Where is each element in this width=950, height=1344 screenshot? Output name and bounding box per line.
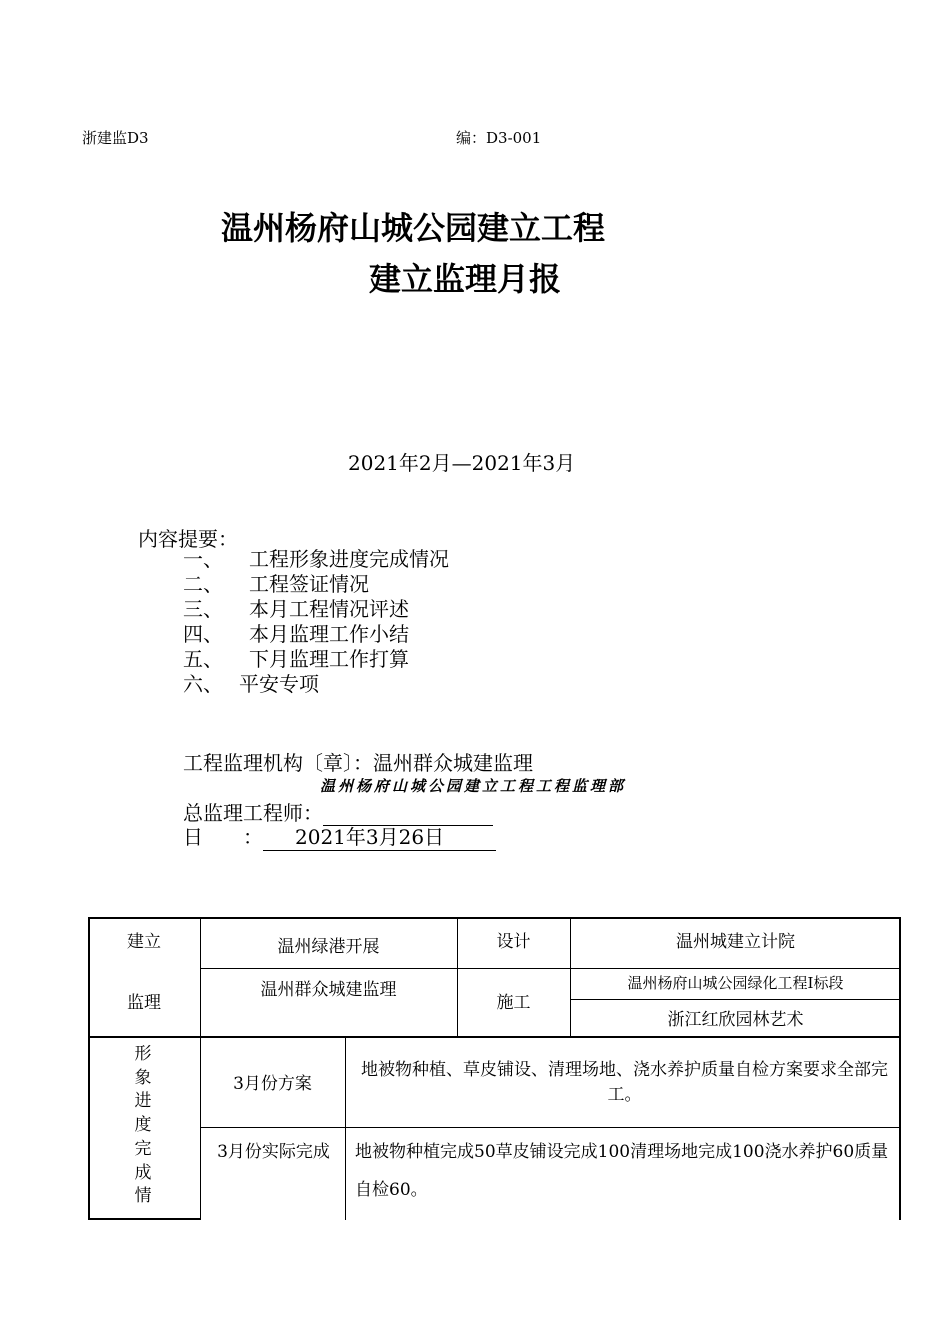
page-title: 温州杨府山城公园建立工程 (221, 209, 606, 247)
chief-engineer-label: 总监理工程师： (183, 801, 323, 825)
build-label: 施工 (496, 993, 531, 1013)
date-value: 2021年3月26日 (263, 821, 496, 851)
contents-item-text: 本月工程情况评述 (249, 597, 409, 621)
contents-item-text: 下月监理工作打算 (249, 647, 409, 671)
contents-item-number: 四、 (183, 622, 223, 646)
actual-text: 地被物种植完成50草皮铺设完成100清理场地完成100浇水养护60质量自检60。 (355, 1142, 889, 1200)
page-subtitle: 建立监理月报 (369, 260, 562, 298)
department-name: 温州杨府山城公园建立工程工程监理部 (320, 777, 627, 795)
contents-item-number: 三、 (183, 597, 223, 621)
contents-item-number: 六、 (183, 672, 223, 696)
contents-item-text: 平安专项 (239, 672, 319, 696)
contents-item-number: 一、 (183, 547, 223, 571)
contents-item-number: 五、 (183, 647, 223, 671)
agency-name: 温州群众城建监理 (373, 751, 533, 775)
contents-item-text: 工程签证情况 (249, 572, 369, 596)
contents-item (183, 647, 449, 672)
contents-item (183, 547, 449, 572)
contents-item (183, 672, 449, 697)
supervise-label: 监理 (127, 993, 161, 1013)
contents-item-text: 本月监理工作小结 (249, 622, 409, 646)
build-section: 温州杨府山城公园绿化工程Ⅰ标段 (627, 974, 844, 992)
date-line (183, 821, 496, 851)
contents-item-text: 工程形象进度完成情况 (249, 547, 449, 571)
contents-list (183, 547, 449, 697)
contents-item (183, 622, 449, 647)
contents-item (183, 597, 449, 622)
project-info-table (88, 917, 901, 1220)
plan-label: 3月份方案 (233, 1074, 312, 1094)
contents-item-number: 二、 (183, 572, 223, 596)
agency-line (183, 747, 533, 776)
date-label: 日 ： (183, 825, 263, 849)
owner-value: 温州绿港开展 (277, 937, 380, 957)
supervise-value: 温州群众城建监理 (260, 980, 397, 1000)
report-period: 2021年2月—2021年3月 (348, 451, 576, 475)
actual-label: 3月份实际完成 (217, 1142, 330, 1162)
design-value: 温州城建立计院 (676, 932, 795, 952)
progress-label: 形象进度完成情 (134, 1044, 152, 1207)
contents-item (183, 572, 449, 597)
design-label: 设计 (496, 932, 531, 952)
owner-label: 建立 (127, 932, 161, 952)
serial-number: 编：D3-001 (456, 129, 542, 147)
contents-heading: 内容提要： (138, 527, 238, 551)
build-contractor: 浙江红欣园林艺术 (667, 1010, 804, 1030)
agency-label: 工程监理机构〔章〕： (183, 751, 373, 775)
plan-text: 地被物种植、草皮铺设、清理场地、浇水养护质量自检方案要求全部完工。 (361, 1060, 888, 1105)
form-code: 浙建监D3 (82, 129, 149, 147)
